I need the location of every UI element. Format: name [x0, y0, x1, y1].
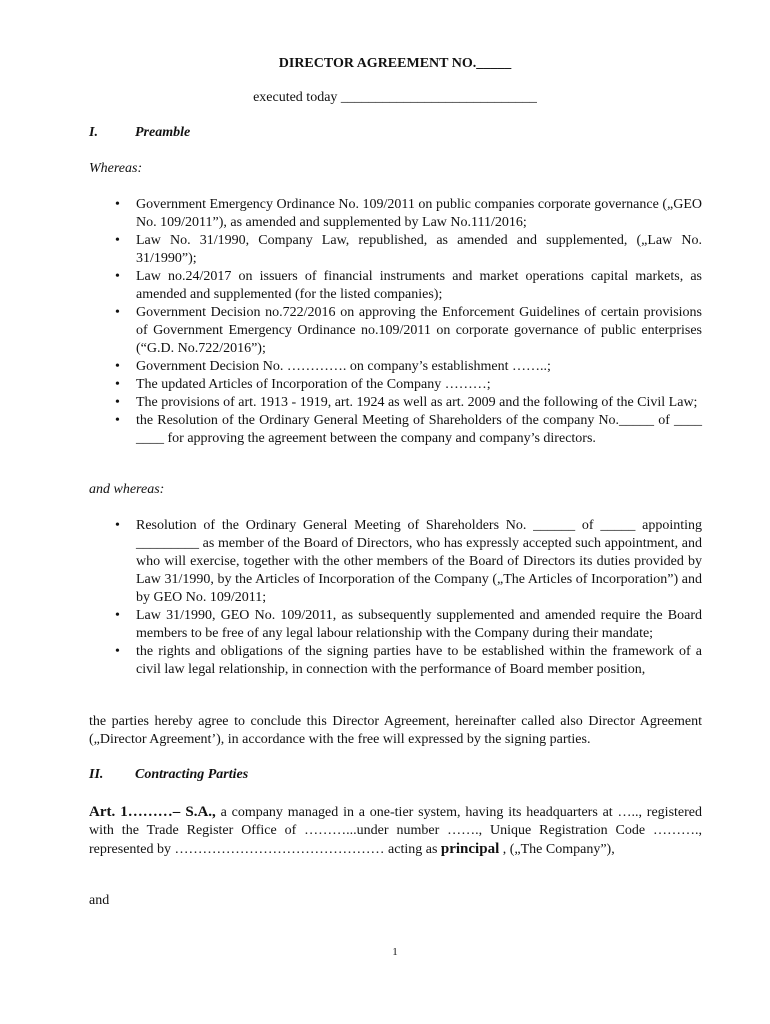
principal-term: principal	[440, 841, 500, 857]
list-item: • Government Decision no.722/2016 on approving the Enforcement Guidelines of certain provisions of Government Emergency Ordinance no.109/2011 on corporate governance of public enterprises (“G.D. No.722/2016”);	[89, 304, 702, 358]
article-1	[89, 803, 702, 859]
section-number: I.	[89, 125, 98, 140]
article-text: a company managed in a one-tier system, having its headquarters at ….., registered with the Trade Register Office of ………...under number ……., Unique Registration Code ………., represented by ……………………………………… acting as	[89, 805, 702, 857]
section-heading-preamble	[89, 125, 190, 141]
executed-line: executed today ____________________________	[253, 90, 537, 105]
section-number: II.	[89, 767, 104, 782]
page-number: 1	[392, 946, 398, 958]
list-item: • the rights and obligations of the signing parties have to be established within the framework of a civil law legal relationship, in connection with the performance of Board member position,	[89, 643, 702, 679]
list-item: • Government Emergency Ordinance No. 109/2011 on public companies corporate governance („GEO No. 109/2011”), as amended and supplemented by Law No.111/2016;	[89, 196, 702, 232]
list-item: • Law 31/1990, GEO No. 109/2011, as subsequently supplemented and amended require the Board members to be free of any legal labour relationship with the Company during their mandate;	[89, 607, 702, 643]
whereas-label: Whereas:	[89, 161, 143, 176]
list-item: • the Resolution of the Ordinary General Meeting of Shareholders of the company No._____ of ____ ____ for approving the agreement between the company and company’s directors.	[89, 412, 702, 448]
section-title: Preamble	[135, 125, 191, 140]
agreement-paragraph: the parties hereby agree to conclude this Director Agreement, hereinafter called also Director Agreement („Director Agreement’), in accordance with the free will expressed by the signing parties.	[89, 714, 702, 747]
list-item: • Law No. 31/1990, Company Law, republished, as amended and supplemented, („Law No. 31/1990”);	[89, 232, 702, 268]
list-item: • The updated Articles of Incorporation of the Company ………;	[89, 376, 702, 394]
article-label: Art. 1………– S.A.,	[89, 804, 216, 820]
and-whereas-label: and whereas:	[89, 482, 165, 497]
list-item: • Resolution of the Ordinary General Meeting of Shareholders No. ______ of _____ appointing _________ as member of the Board of Directors, who has expressly accepted such appointment, and who will exercise, together with the other members of the Board of Directors its duties provided by Law 31/1990, by the Articles of Incorporation of the Company („The Articles of Incorporation”) and by GEO No. 109/2011;	[89, 517, 702, 607]
section-heading-parties	[89, 767, 248, 783]
list-item: • Government Decision No. …………. on company’s establishment ……..;	[89, 358, 702, 376]
article-text-end: , („The Company”),	[499, 842, 615, 857]
whereas-list	[89, 196, 702, 448]
and-text: and	[89, 893, 110, 908]
list-item: • The provisions of art. 1913 - 1919, art. 1924 as well as art. 2009 and the following of the Civil Law;	[89, 394, 702, 412]
section-title: Contracting Parties	[135, 767, 249, 782]
and-whereas-list	[89, 517, 702, 679]
document-title: DIRECTOR AGREEMENT NO._____	[278, 56, 512, 71]
list-item: • Law no.24/2017 on issuers of financial instruments and market operations capital markets, as amended and supplemented (for the listed companies);	[89, 268, 702, 304]
